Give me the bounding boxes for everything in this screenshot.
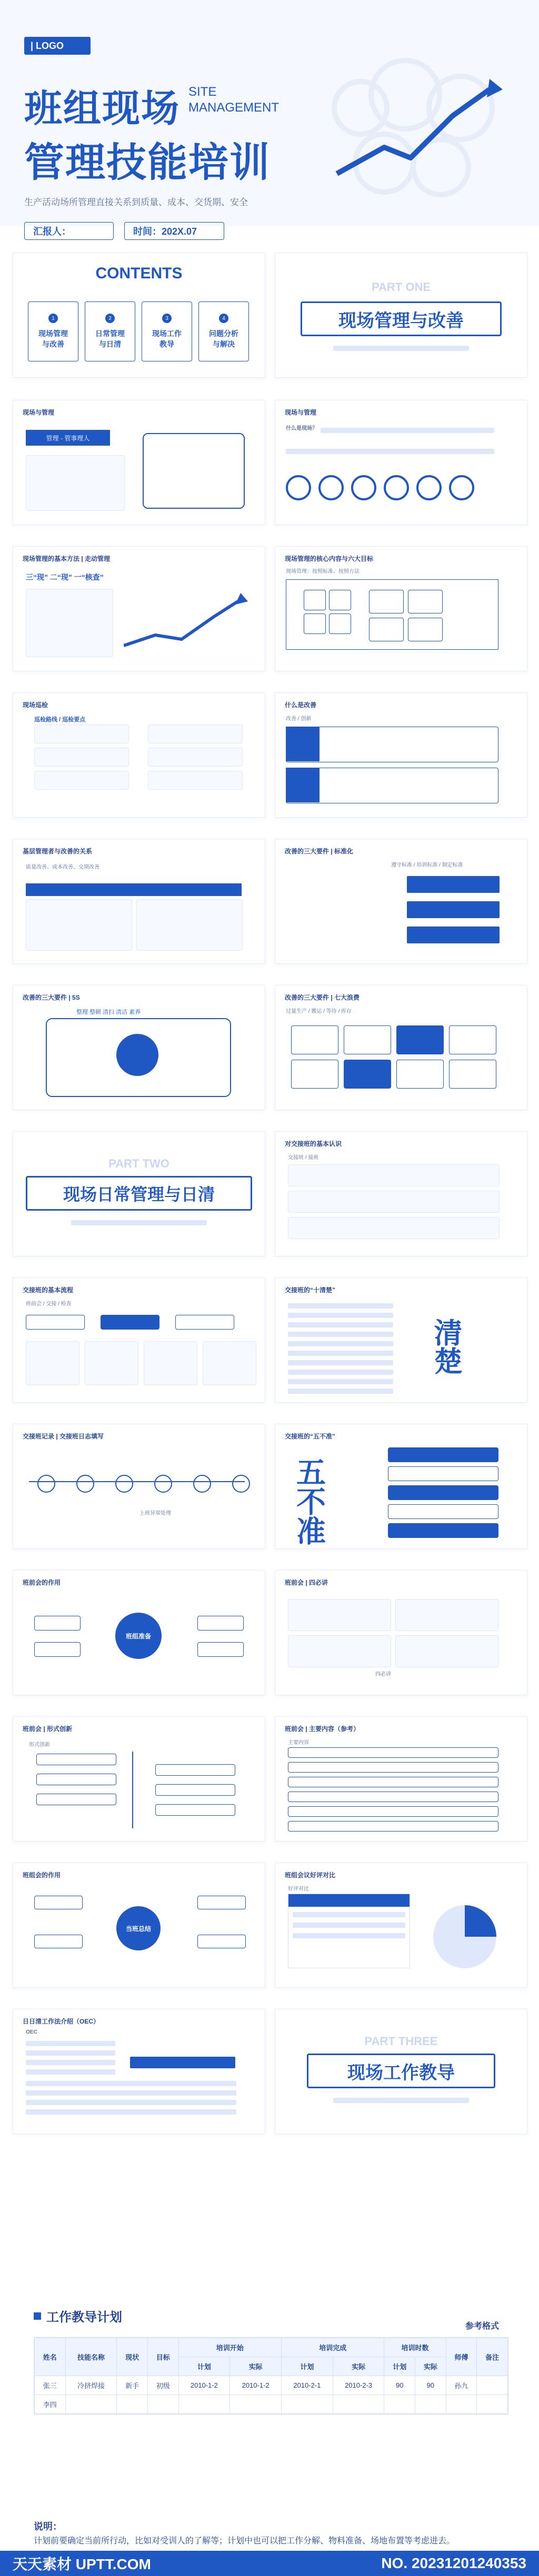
- part-one-label: PART ONE: [371, 280, 431, 294]
- slide-7: [13, 839, 265, 964]
- part-three-label: PART THREE: [364, 2035, 438, 2048]
- slide-9-sub: 整理 整顿 清扫 清洁 素养: [76, 1009, 141, 1015]
- slide-9: [13, 985, 265, 1110]
- slide-5-sub: 巡检路线 / 巡检要点: [34, 717, 86, 723]
- slide-2-title: 现场与管理: [285, 409, 317, 416]
- slide-20-title: 班组会的作用: [23, 1871, 61, 1879]
- slide-2: [275, 400, 527, 525]
- slide-21: [275, 1863, 527, 1988]
- part-two-title: 现场日常管理与日清: [26, 1176, 252, 1211]
- slide-5-title: 现场巡检: [23, 701, 48, 709]
- slide-10-sub: 过量生产 / 搬运 / 等待 / 库存: [286, 1009, 352, 1014]
- slide-17-sub: 四必讲: [375, 1672, 391, 1677]
- th-note: 备注: [477, 2338, 508, 2376]
- slide-8-title: 改善的三大要件 | 标准化: [285, 848, 354, 855]
- slide-13-sub: 清楚: [430, 1318, 462, 1375]
- slide-21-sub: 好评对比: [288, 1886, 309, 1892]
- slide-4: [275, 546, 527, 671]
- slide-15-title: 交接班的“五不准”: [285, 1433, 336, 1440]
- work-plan-note-text: 计划前要确定当前所行动，比如对受训人的了解等；计划中也可以把工作分解、物料准备、场地布置等考虑进去。: [34, 2537, 455, 2545]
- gear-illustration: [332, 58, 511, 195]
- slide-1-sub: 管理 - 管事理人: [26, 430, 110, 446]
- slide-2-sub: 什么是现场？: [286, 426, 317, 431]
- part-one-slide: [275, 253, 527, 378]
- slide-11: [275, 1131, 527, 1256]
- reporter-field[interactable]: 汇报人：: [24, 222, 114, 240]
- slide-8-sub: 遵守标准 / 培训标准 / 制定标准: [391, 862, 463, 868]
- slide-20-sub: 当班总结: [116, 1906, 161, 1950]
- part-two-slide: [13, 1131, 265, 1256]
- slide-13: [275, 1277, 527, 1403]
- hero-title-en: SITE MANAGEMENT: [188, 85, 280, 115]
- slide-16-title: 班前会的作用: [23, 1579, 61, 1586]
- contents-slide: [13, 253, 265, 378]
- slide-13-title: 交接班的“十清楚”: [285, 1286, 336, 1294]
- slide-4-title: 现场管理的核心内容与六大目标: [285, 555, 374, 562]
- slide-18-title: 班前会 | 形式创新: [23, 1725, 73, 1733]
- footer-bar: [0, 2551, 539, 2576]
- slide-22: [13, 2009, 265, 2134]
- hero-section: [0, 0, 539, 237]
- footer-right: NO. 20231201240353: [381, 2555, 526, 2571]
- slide-8: [275, 839, 527, 964]
- slide-18: [13, 1716, 265, 1842]
- th-complete: 培训完成: [281, 2338, 384, 2357]
- slide-17: [275, 1570, 527, 1695]
- slide-15-sub: 五不准: [293, 1457, 326, 1545]
- slide-1-title: 现场与管理: [23, 409, 55, 416]
- contents-item-4[interactable]: 4 问题分析与解决: [198, 301, 249, 361]
- slide-19-sub: 主要内容: [288, 1740, 309, 1746]
- slide-15: [275, 1424, 527, 1549]
- slide-14: [13, 1424, 265, 1549]
- trend-arrow-icon: [124, 588, 250, 656]
- table-row: 李四: [35, 2395, 508, 2414]
- slide-11-title: 对交接班的基本认识: [285, 1140, 342, 1148]
- slide-4-sub: 现场管理：按照标准、按照方法: [286, 569, 360, 575]
- slide-12: [13, 1277, 265, 1403]
- hero-title-line1: 班组现场: [24, 88, 181, 130]
- hero-title-line2: 管理技能培训: [24, 140, 271, 185]
- slide-16-sub: 班组准备: [115, 1613, 162, 1659]
- slide-6: [275, 692, 527, 818]
- slide-11-sub: 交接班 / 接班: [288, 1155, 319, 1161]
- part-three-slide: [275, 2009, 527, 2134]
- footer-left: 天天素材 UPTT.COM: [13, 2556, 151, 2572]
- hero-subtitle: 生产活动场所管理直接关系到质量、成本、交货期、安全: [24, 197, 248, 207]
- slide-3: [13, 546, 265, 671]
- contents-heading: CONTENTS: [95, 265, 183, 282]
- work-plan-title: 工作教导计划: [34, 2307, 122, 2325]
- slide-7-sub: 质量改善、成本改善、交期改善: [26, 864, 99, 870]
- slide-3-sub: 三“现” 二“现” 一“核查”: [26, 573, 104, 581]
- slide-19-title: 班前会 | 主要内容（参考）: [285, 1725, 360, 1733]
- slide-18-sub: 形式创新: [29, 1742, 50, 1748]
- th-skill: 技能名称: [65, 2338, 117, 2376]
- work-plan-note-label: 说明：: [34, 2521, 62, 2532]
- contents-item-1[interactable]: 1 现场管理与改善: [28, 301, 78, 361]
- slide-10-title: 改善的三大要件 | 七大浪费: [285, 994, 360, 1001]
- work-plan-icon: [34, 2312, 41, 2320]
- part-one-title: 现场管理与改善: [301, 301, 502, 336]
- slide-12-sub: 班前会 / 交接 / 检查: [26, 1301, 72, 1307]
- slide-7-title: 基层管理者与改善的关系: [23, 848, 93, 855]
- slide-5: [13, 692, 265, 818]
- work-plan-ref: 参考格式: [465, 2322, 500, 2331]
- th-goal: 目标: [147, 2338, 178, 2376]
- th-start: 培训开始: [178, 2338, 281, 2357]
- time-field[interactable]: 时间：202X.07: [124, 222, 224, 240]
- th-hours: 培训时数: [384, 2338, 446, 2357]
- th-status: 现状: [117, 2338, 148, 2376]
- slide-1: [13, 400, 265, 525]
- slide-6-title: 什么是改善: [285, 701, 317, 709]
- contents-item-2[interactable]: 2 日常管理与日清: [85, 301, 135, 361]
- th-name: 姓名: [35, 2338, 66, 2376]
- slide-3-title: 现场管理的基本方法 | 走动管理: [23, 555, 111, 562]
- table-row: 张三 冷挤焊接 新手 初级 2010-1-2 2010-1-2 2010-2-1 2010-2-3 90 90 孙九: [35, 2376, 508, 2395]
- slide-21-title: 班组会议好评对比: [285, 1871, 336, 1879]
- slide-19: [275, 1716, 527, 1842]
- slide-14-sub: 上班异常处理: [139, 1511, 171, 1516]
- slide-12-title: 交接班的基本流程: [23, 1286, 74, 1294]
- work-plan-table: 姓名 技能名称 现状 目标 培训开始 培训完成 培训时数 师傅 备注 计划 实际 计划 实际 计划 实际 张三 冷挤焊接 新手 初级 2010-1-2 2010-1-2 2010-2-1 2010-2-3 90 90 孙九 李四: [34, 2337, 508, 2414]
- contents-item-3[interactable]: 3 现场工作教导: [142, 301, 192, 361]
- th-master: 师傅: [446, 2338, 477, 2376]
- logo-badge: | LOGO: [24, 37, 91, 55]
- slide-9-title: 改善的三大要件 | 5S: [23, 994, 80, 1001]
- slide-10: [275, 985, 527, 1110]
- part-three-title: 现场工作教导: [307, 2054, 495, 2088]
- growth-arrow-icon: [332, 58, 511, 195]
- slide-6-sub: 改善 / 创新: [286, 716, 312, 722]
- slide-16: [13, 1570, 265, 1695]
- slide-20: [13, 1863, 265, 1988]
- slide-22-title: 日日清工作法介绍（OEC）: [23, 2018, 100, 2025]
- slide-14-title: 交接班记录 | 交接班日志填写: [23, 1433, 104, 1440]
- slide-17-title: 班前会 | 四必讲: [285, 1579, 328, 1586]
- part-two-label: PART TWO: [108, 1157, 169, 1170]
- slide-22-sub: OEC: [26, 2029, 37, 2035]
